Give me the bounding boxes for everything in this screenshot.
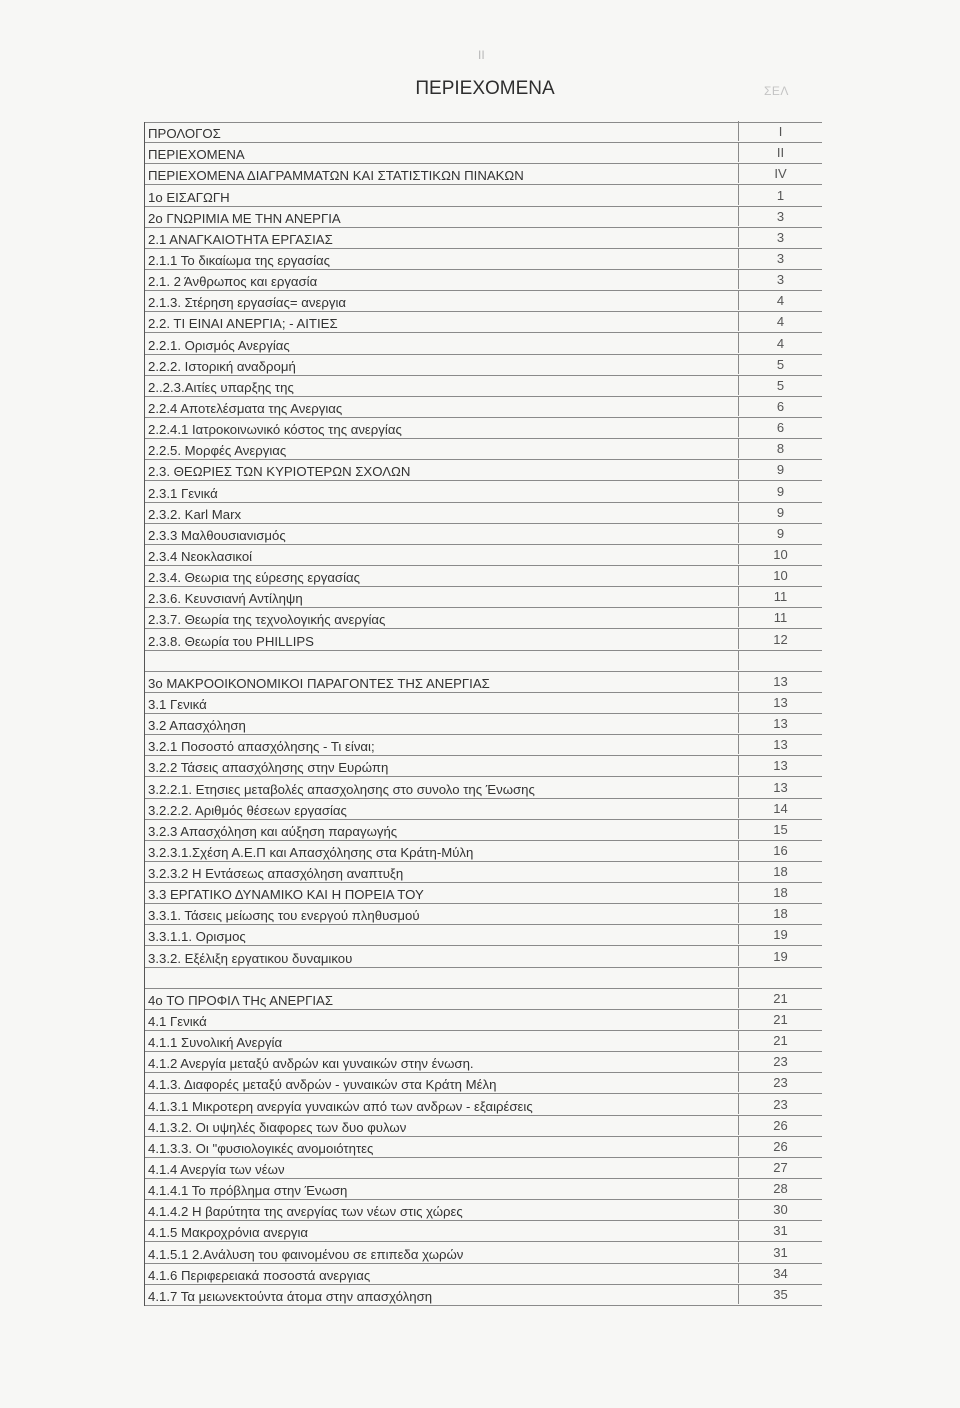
toc-entry-label: 3.2.2.1. Ετησιες μεταβολές απασχολησης στο συνολο της Ένωσης: [148, 781, 535, 797]
toc-row: [145, 143, 822, 164]
toc-entry-page: 4: [738, 290, 822, 310]
page-title: ΠΕΡΙΕΧΟΜΕΝΑ: [415, 78, 555, 99]
toc-row: [145, 207, 822, 228]
toc-row: [145, 524, 822, 545]
toc-row: [145, 503, 822, 524]
toc-entry-page: 23: [738, 1094, 822, 1114]
toc-entry-page: 13: [738, 755, 822, 775]
toc-entry-label: 3.3.1. Τάσεις μείωσης του ενεργού πληθυσμού: [148, 908, 420, 924]
toc-row: [145, 481, 822, 502]
toc-entry-page: 14: [738, 798, 822, 818]
toc-entry-label: 3.2.1 Ποσοστό απασχόλησης - Τι είναι;: [148, 739, 375, 755]
toc-entry-page: 10: [738, 544, 822, 564]
toc-entry-page: 27: [738, 1157, 822, 1177]
toc-entry-page: 9: [738, 481, 822, 501]
toc-entry-label: 4.1.3.3. Οι "φυσιολογικές ανομοιότητες: [148, 1140, 374, 1156]
toc-entry-page: 23: [738, 1051, 822, 1071]
toc-entry-page: 13: [738, 713, 822, 733]
toc-row: [145, 1073, 822, 1094]
toc-entry-page: 9: [738, 502, 822, 522]
toc-entry-label: 2.2.5. Μορφές Ανεργιας: [148, 443, 287, 459]
toc-entry-page: 13: [738, 777, 822, 797]
toc-entry-label: 2.3.2. Karl Marx: [148, 506, 242, 522]
page-column-label: ΣΕΛ: [764, 84, 789, 98]
toc-entry-label: 2.1.3. Στέρηση εργασίας= ανεργια: [148, 295, 346, 311]
toc-entry-label: 2..2.3.Αιτίες υπαρξης της: [148, 379, 294, 395]
toc-row: [145, 333, 822, 354]
toc-row: [145, 270, 822, 291]
toc-entry-label: 2.1 ΑΝΑΓΚΑΙΟΤΗΤΑ ΕΡΓΑΣΙΑΣ: [148, 231, 333, 247]
toc-row: [145, 756, 822, 777]
toc-entry-label: 2.3.4 Νεοκλασικοί: [148, 548, 253, 564]
toc-row: [145, 714, 822, 735]
toc-row: [145, 989, 822, 1010]
toc-row: [145, 1010, 822, 1031]
toc-entry-label: 3.2.3.1.Σχέση Α.Ε.Π και Απασχόλησης στα Κράτη-Μύλη: [148, 844, 474, 860]
toc-entry-label: 1o ΕΙΣΑΓΩΓΗ: [148, 189, 230, 205]
toc-entry-label: 3.3.1.1. Ορισμος: [148, 929, 246, 945]
toc-entry-label: 3.2.3.2 Η Εντάσεως απασχόληση αναπτυξη: [148, 866, 404, 882]
toc-row: [145, 629, 822, 650]
toc-row: [145, 439, 822, 460]
toc-entry-page: 26: [738, 1115, 822, 1135]
toc-entry-page: 12: [738, 629, 822, 649]
toc-row: [145, 587, 822, 608]
toc-entry-label: 2.1.1 Το δικαίωμα της εργασίας: [148, 252, 331, 268]
toc-row: [145, 1116, 822, 1137]
toc-row: [145, 1031, 822, 1052]
toc-row: [145, 418, 822, 439]
toc-entry-label: 2.3.8. Θεωρία του PHILLIPS: [148, 633, 314, 649]
toc-entry-page: 13: [738, 692, 822, 712]
toc-row: [145, 1221, 822, 1242]
toc-entry-page: 9: [738, 523, 822, 543]
toc-row: [145, 904, 822, 925]
toc-entry-page: 35: [738, 1284, 822, 1304]
toc-row: [145, 1264, 822, 1285]
toc-entry-page: 30: [738, 1199, 822, 1219]
toc-entry-label: 2o ΓΝΩΡΙΜΙΑ ΜΕ ΤΗΝ ΑΝΕΡΓΙΑ: [148, 210, 341, 226]
toc-entry-page: 28: [738, 1178, 822, 1198]
toc-entry-page: 19: [738, 924, 822, 944]
toc-entry-page: 4: [738, 333, 822, 353]
toc-row: [145, 1158, 822, 1179]
toc-entry-page: [738, 650, 822, 670]
toc-entry-label: 4.1.3.2. Οι υψηλές διαφορες των δυο φυλων: [148, 1119, 407, 1135]
toc-entry-page: 3: [738, 206, 822, 226]
toc-row: [145, 228, 822, 249]
toc-entry-page: 16: [738, 840, 822, 860]
toc-entry-label: 3.2.2.2. Αριθμός θέσεων εργασίας: [148, 802, 347, 818]
toc-entry-label: 4.1 Γενικά: [148, 1014, 207, 1030]
table-of-contents: [144, 122, 822, 1306]
toc-entry-label: 2.3.7. Θεωρία της τεχνολογικής ανεργίας: [148, 612, 386, 628]
toc-entry-label: 2.2.2. Ιστορική αναδρομή: [148, 358, 296, 374]
toc-row: [145, 122, 822, 143]
toc-entry-page: 21: [738, 1030, 822, 1050]
toc-row: [145, 841, 822, 862]
toc-entry-page: 3: [738, 227, 822, 247]
toc-entry-page: 5: [738, 354, 822, 374]
page-number: II: [478, 48, 485, 62]
toc-entry-page: 5: [738, 375, 822, 395]
toc-entry-label: 4.1.4 Ανεργία των νέων: [148, 1162, 285, 1178]
toc-entry-page: II: [738, 142, 822, 162]
toc-row: [145, 1285, 822, 1306]
toc-row: [145, 777, 822, 798]
toc-entry-page: [738, 967, 822, 987]
toc-entry-label: 3.2.3 Απασχόληση και αύξηση παραγωγής: [148, 823, 398, 839]
toc-row: [145, 1200, 822, 1221]
toc-entry-page: 18: [738, 861, 822, 881]
toc-row: [145, 545, 822, 566]
toc-entry-label: 4.1.1 Συνολική Ανεργία: [148, 1035, 283, 1051]
toc-row: [145, 1052, 822, 1073]
toc-spacer-row: [145, 651, 822, 672]
toc-entry-page: 1: [738, 185, 822, 205]
toc-row: [145, 566, 822, 587]
toc-row: [145, 1242, 822, 1263]
toc-entry-page: 3: [738, 269, 822, 289]
toc-entry-page: 31: [738, 1220, 822, 1240]
toc-entry-label: 3.1 Γενικά: [148, 696, 207, 712]
toc-entry-label: ΠΕΡΙΕΧΟΜΕΝΑ ΔΙΑΓΡΑΜΜΑΤΩΝ ΚΑΙ ΣΤΑΤΙΣΤΙΚΩΝ ΠΙΝΑΚΩΝ: [148, 168, 524, 184]
toc-row: [145, 355, 822, 376]
toc-entry-label: 4.1.4.1 Το πρόβλημα στην Ένωση: [148, 1183, 348, 1199]
toc-entry-page: 6: [738, 417, 822, 437]
toc-entry-label: 2.1. 2 Άνθρωπος και εργασία: [148, 274, 318, 290]
toc-row: [145, 693, 822, 714]
toc-entry-label: ΠΕΡΙΕΧΟΜΕΝΑ: [148, 147, 245, 163]
toc-row: [145, 1137, 822, 1158]
toc-entry-page: 21: [738, 1009, 822, 1029]
toc-entry-label: 4.1.7 Τα μειωνεκτούντα άτομα στην απασχόληση: [148, 1288, 433, 1304]
toc-row: [145, 799, 822, 820]
toc-entry-page: 18: [738, 903, 822, 923]
toc-row: [145, 164, 822, 185]
toc-entry-page: 19: [738, 946, 822, 966]
toc-entry-page: 6: [738, 396, 822, 416]
toc-entry-label: 2.3.3 Μαλθουσιανισμός: [148, 527, 286, 543]
toc-entry-label: 3.2.2 Τάσεις απασχόλησης στην Ευρώπη: [148, 760, 389, 776]
toc-entry-label: 2.2.4.1 Ιατροκοινωνικό κόστος της ανεργίας: [148, 422, 402, 438]
toc-entry-label: ΠΡΟΛΟΓΟΣ: [148, 126, 221, 142]
toc-spacer-row: [145, 968, 822, 989]
toc-entry-label: 4.1.3. Διαφορές μεταξύ ανδρών - γυναικών στα Κράτη Μέλη: [148, 1077, 497, 1093]
toc-entry-page: 11: [738, 607, 822, 627]
toc-row: [145, 185, 822, 206]
toc-row: [145, 820, 822, 841]
toc-entry-page: 8: [738, 438, 822, 458]
toc-entry-label: 2.3.4. Θεωρια της εύρεσης εργασίας: [148, 570, 360, 586]
toc-row: [145, 925, 822, 946]
toc-row: [145, 249, 822, 270]
toc-row: [145, 946, 822, 967]
toc-entry-page: 13: [738, 671, 822, 691]
toc-entry-label: 4.1.5 Μακροχρόνια ανεργια: [148, 1225, 308, 1241]
toc-row: [145, 883, 822, 904]
toc-row: [145, 376, 822, 397]
toc-entry-label: 4.1.4.2 Η βαρύτητα της ανεργίας των νέων στις χώρες: [148, 1204, 463, 1220]
toc-entry-page: 4: [738, 311, 822, 331]
toc-entry-label: 2.2.4 Αποτελέσματα της Ανεργιας: [148, 400, 343, 416]
toc-entry-label: 3.3 ΕΡΓΑΤΙΚΟ ΔΥΝΑΜΙΚΟ ΚΑΙ Η ΠΟΡΕΙΑ ΤΟΥ: [148, 887, 424, 903]
toc-entry-page: 9: [738, 459, 822, 479]
toc-row: [145, 1179, 822, 1200]
toc-entry-page: 18: [738, 882, 822, 902]
toc-row: [145, 397, 822, 418]
toc-entry-label: 2.2. ΤΙ ΕΙΝΑΙ ΑΝΕΡΓΙΑ; - ΑΙΤΙΕΣ: [148, 316, 338, 332]
toc-row: [145, 291, 822, 312]
toc-entry-label: 3o ΜΑΚΡΟΟΙΚΟΝΟΜΙΚΟΙ ΠΑΡΑΓΟΝΤΕΣ ΤΗΣ ΑΝΕΡΓΙΑΣ: [148, 675, 490, 691]
toc-entry-label: 2.3.1 Γενικά: [148, 485, 218, 501]
toc-entry-label: 4.1.3.1 Μικροτερη ανεργία γυναικών από των ανδρων - εξαιρέσεις: [148, 1098, 533, 1114]
toc-row: [145, 672, 822, 693]
toc-row: [145, 862, 822, 883]
toc-entry-page: 15: [738, 819, 822, 839]
toc-entry-label: 4o ΤΟ ΠΡΟΦΙΛ ΤΗς ΑΝΕΡΓΙΑΣ: [148, 992, 333, 1008]
toc-entry-label: 4.1.2 Ανεργία μεταξύ ανδρών και γυναικών στην ένωση.: [148, 1056, 474, 1072]
toc-entry-label: 3.3.2. Εξέλιξη εργατικου δυναμικου: [148, 950, 353, 966]
toc-row: [145, 735, 822, 756]
toc-entry-page: 13: [738, 734, 822, 754]
toc-entry-label: 2.3.6. Κευνσιανή Αντίληψη: [148, 591, 303, 607]
toc-entry-label: 2.3. ΘΕΩΡΙΕΣ ΤΩΝ ΚΥΡΙΟΤΕΡΩΝ ΣΧΟΛΩΝ: [148, 464, 411, 480]
toc-row: [145, 1094, 822, 1115]
toc-entry-label: 2.2.1. Ορισμός Ανεργίας: [148, 337, 290, 353]
toc-entry-page: 26: [738, 1136, 822, 1156]
toc-entry-page: 11: [738, 586, 822, 606]
toc-entry-page: 3: [738, 248, 822, 268]
toc-row: [145, 608, 822, 629]
toc-entry-page: 23: [738, 1072, 822, 1092]
toc-row: [145, 312, 822, 333]
toc-row: [145, 460, 822, 481]
toc-entry-page: 31: [738, 1242, 822, 1262]
toc-entry-label: 4.1.5.1 2.Ανάλυση του φαινομένου σε επιπεδα χωρών: [148, 1246, 464, 1262]
toc-entry-page: IV: [738, 163, 822, 183]
toc-entry-label: 4.1.6 Περιφερειακά ποσοστά ανεργιας: [148, 1267, 371, 1283]
toc-entry-page: 21: [738, 988, 822, 1008]
toc-entry-page: 34: [738, 1263, 822, 1283]
toc-entry-page: 10: [738, 565, 822, 585]
toc-entry-label: 3.2 Απασχόληση: [148, 718, 246, 734]
toc-entry-page: I: [738, 121, 822, 141]
